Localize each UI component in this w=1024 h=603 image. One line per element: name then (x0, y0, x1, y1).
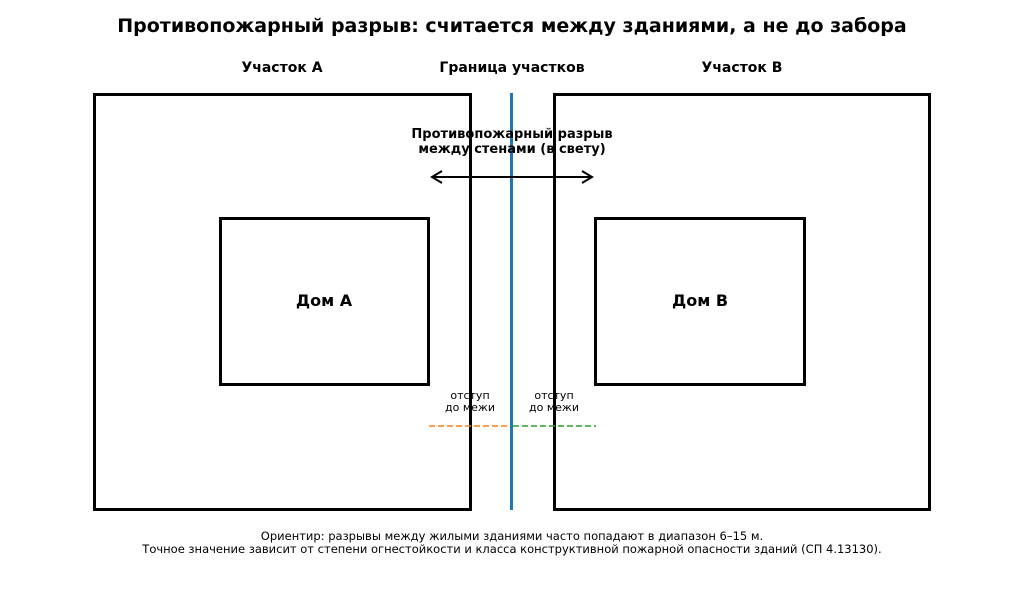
fire-gap-label (362, 127, 662, 157)
house-b-label: Дом B (671, 291, 729, 310)
fire-gap-arrow (432, 171, 592, 183)
plot-b-label: Участок B (701, 60, 783, 76)
note-line-1: Ориентир: разрывы между жилыми зданиями часто попадают в диапазон 6–15 м. (260, 529, 764, 543)
house-a-label: Дом A (295, 291, 353, 310)
diagram-title: Противопожарный разрыв: считается между зданиями, а не до забора (117, 15, 907, 37)
fire-gap-label-line1: Противопожарный разрыв (411, 127, 613, 142)
note-line-2: Точное значение зависит от степени огнестойкости и класса конструктивной пожарной опасности зданий (СП 4.13130). (142, 542, 882, 556)
setback-right-line1: отступ (534, 389, 574, 402)
setback-right-label (504, 390, 604, 414)
plot-a-label: Участок A (241, 60, 323, 76)
boundary-label: Граница участков (439, 60, 585, 76)
fire-gap-label-line2: между стенами (в свету) (418, 142, 606, 157)
setback-left-line1: отступ (450, 389, 490, 402)
setback-left-line2: до межи (445, 401, 495, 414)
setback-right-line2: до межи (529, 401, 579, 414)
